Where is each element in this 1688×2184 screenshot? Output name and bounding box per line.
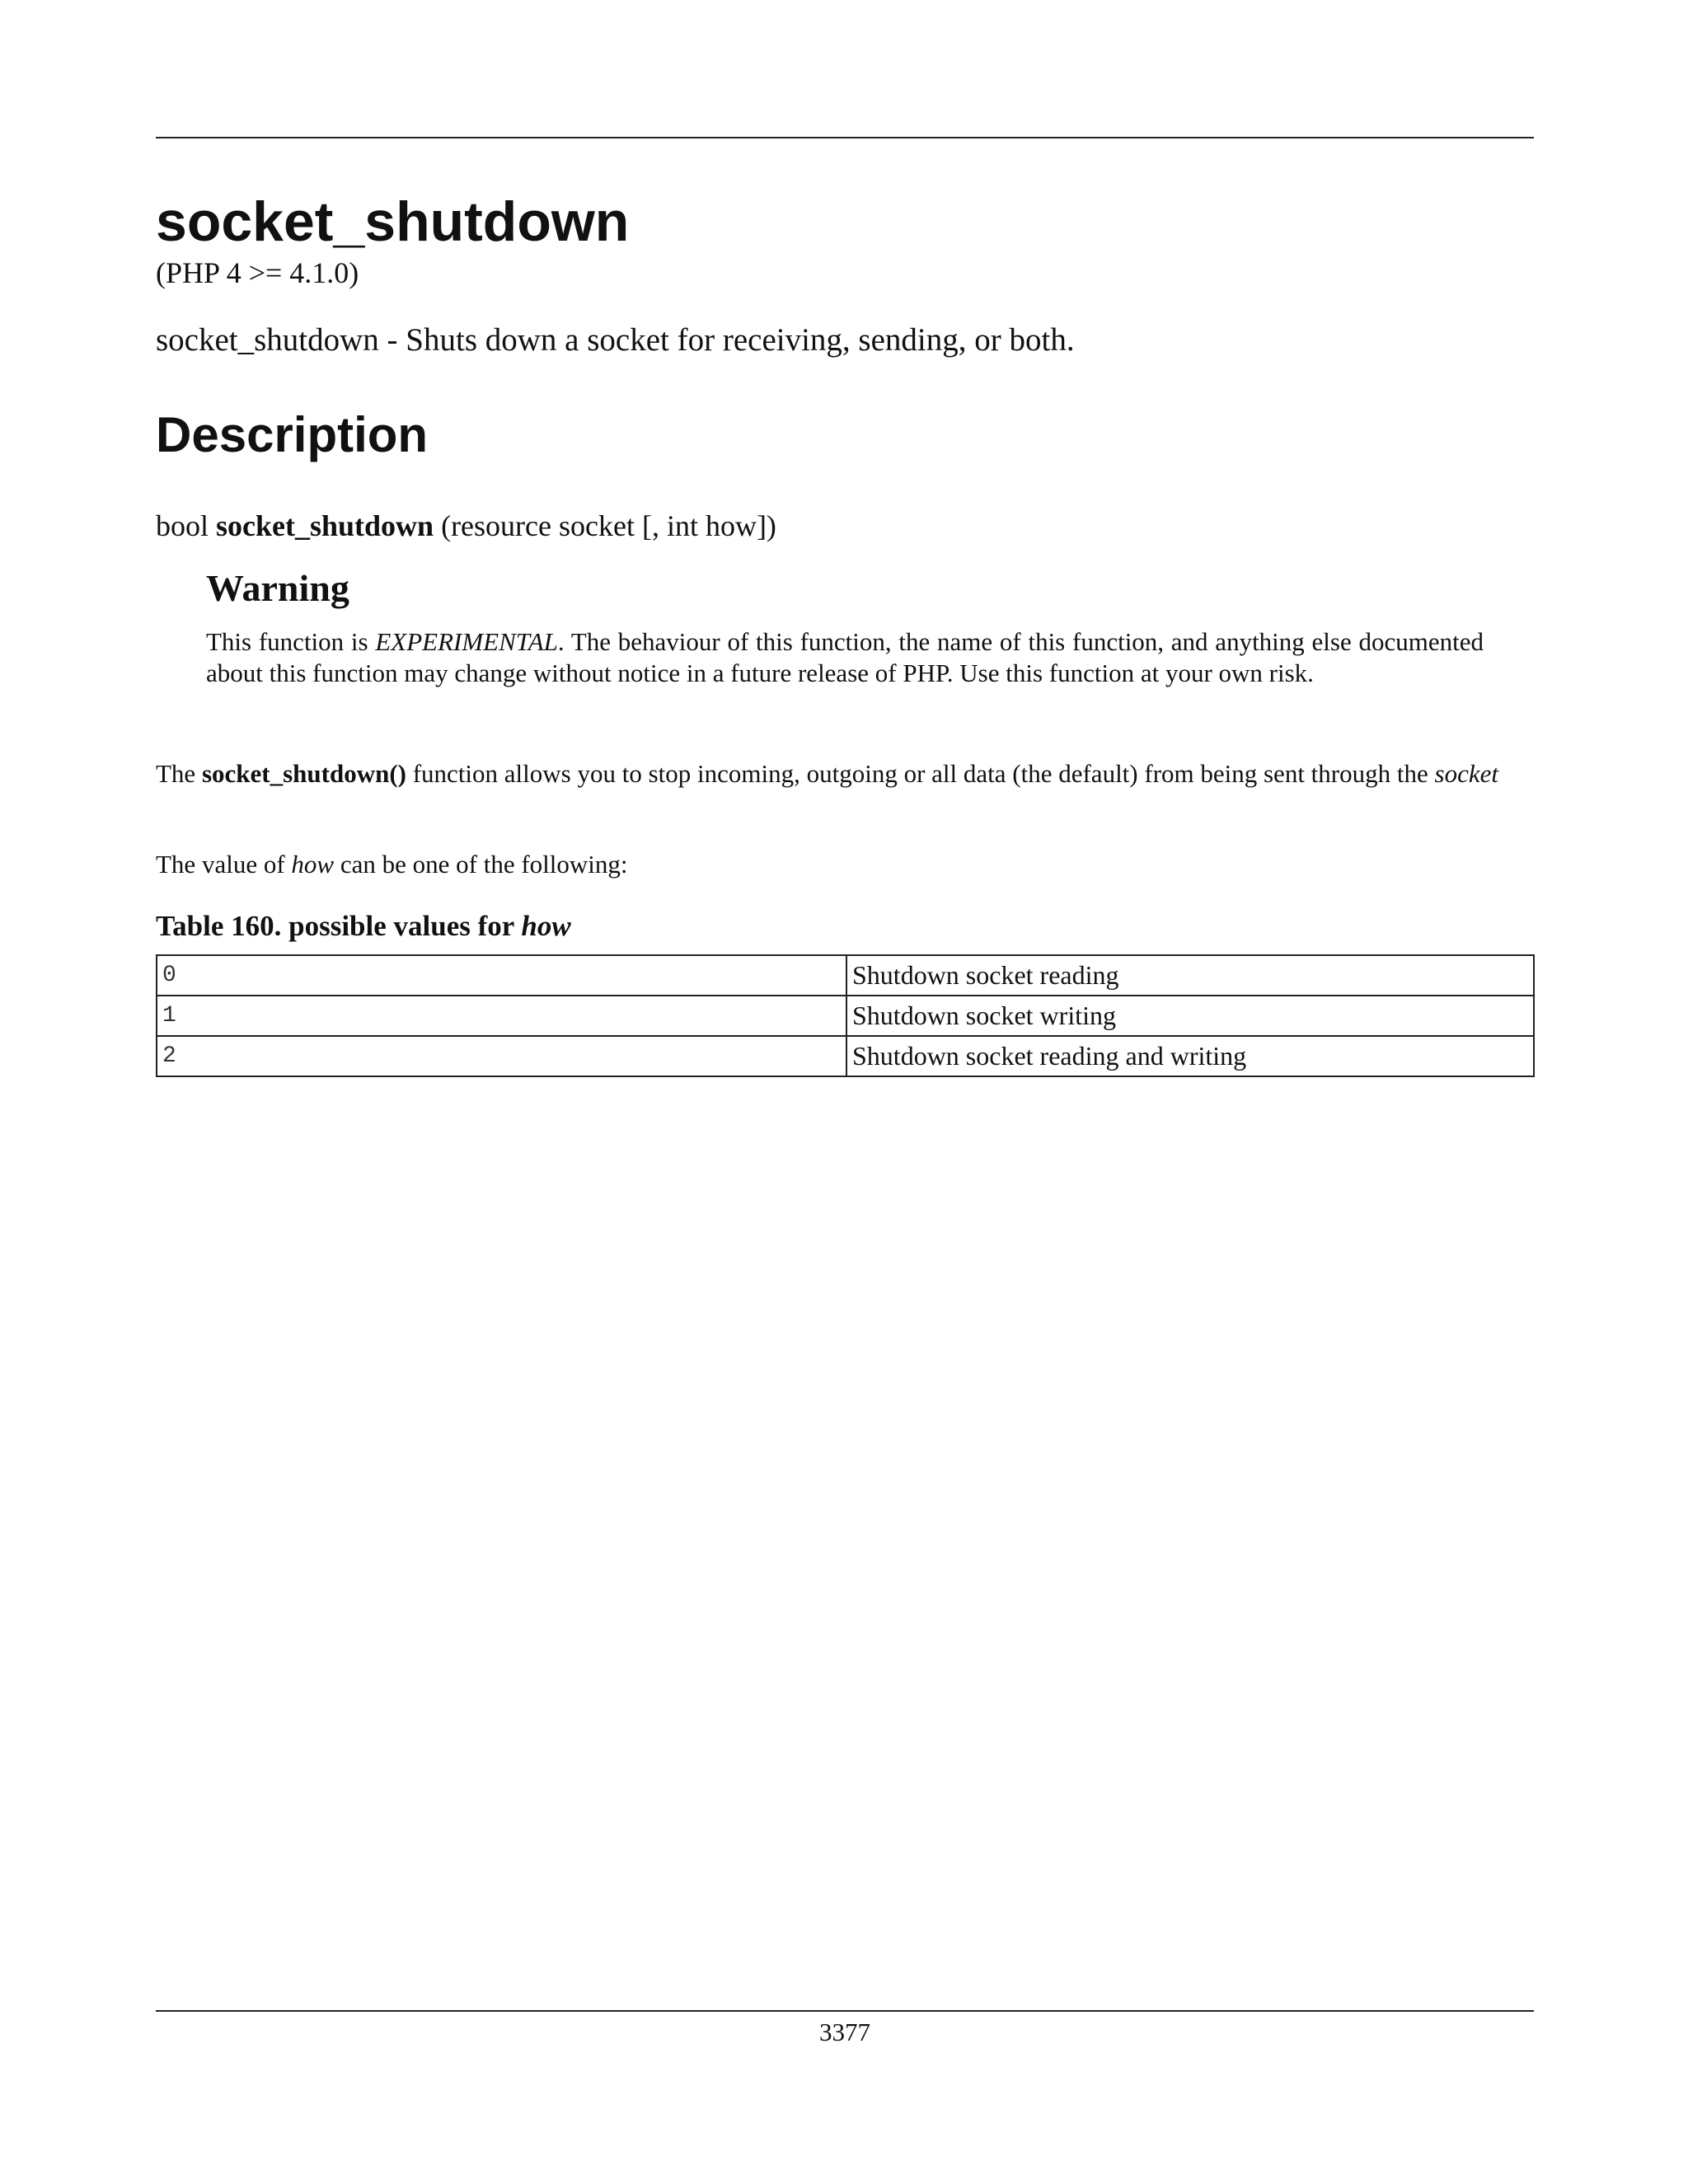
warning-text-before: This function is: [206, 627, 376, 656]
paragraph2-param: how: [291, 850, 335, 879]
table-row: [157, 996, 1534, 1036]
paragraph1-param: socket: [1434, 759, 1498, 788]
paragraph1-middle: function allows you to stop incoming, outgoing or all data (the default) from being sent through the: [406, 759, 1435, 788]
description-heading: Description: [156, 407, 429, 462]
warning-text: [206, 626, 1484, 689]
table-row: [157, 1036, 1534, 1076]
table-title: [156, 908, 571, 944]
table-cell-value: 1: [157, 996, 846, 1036]
synopsis-params: (resource socket [, int how]): [441, 509, 776, 542]
table-title-prefix: Table 160. possible values for: [156, 910, 522, 942]
table-cell-value: 2: [157, 1036, 846, 1076]
warning-title: Warning: [206, 567, 349, 609]
version-info: (PHP 4 >= 4.1.0): [156, 256, 359, 289]
paragraph1-prefix: The: [156, 759, 202, 788]
warning-text-after: . The behaviour of this function, the name of this function, and anything else documented about this function may change without notice in a future release of PHP. Use this function at your own risk.: [206, 627, 1484, 687]
warning-box: [206, 565, 1484, 689]
footer-rule: [156, 2010, 1534, 2012]
table-cell-description: Shutdown socket writing: [846, 996, 1534, 1036]
paragraph2-prefix: The value of: [156, 850, 292, 879]
page-title: socket_shutdown: [156, 190, 630, 253]
values-table: [156, 954, 1535, 1077]
page-number: 3377: [819, 2018, 870, 2046]
header-rule: [156, 137, 1534, 138]
function-synopsis: [156, 508, 776, 544]
paragraph-function-behavior: [156, 758, 1534, 790]
table-cell-value: 0: [157, 955, 846, 996]
paragraph-how-values: [156, 849, 628, 880]
paragraph1-function-ref: socket_shutdown(): [201, 759, 406, 788]
function-purpose: socket_shutdown - Shuts down a socket for receiving, sending, or both.: [156, 322, 1075, 358]
table-cell-description: Shutdown socket reading: [846, 955, 1534, 996]
synopsis-function-name: socket_shutdown: [216, 509, 434, 542]
table-cell-description: Shutdown socket reading and writing: [846, 1036, 1534, 1076]
synopsis-return-type: bool: [156, 509, 209, 542]
table-title-param: how: [521, 910, 571, 942]
paragraph2-suffix: can be one of the following:: [334, 850, 628, 879]
table-row: [157, 955, 1534, 996]
warning-emphasis: EXPERIMENTAL: [375, 627, 558, 656]
